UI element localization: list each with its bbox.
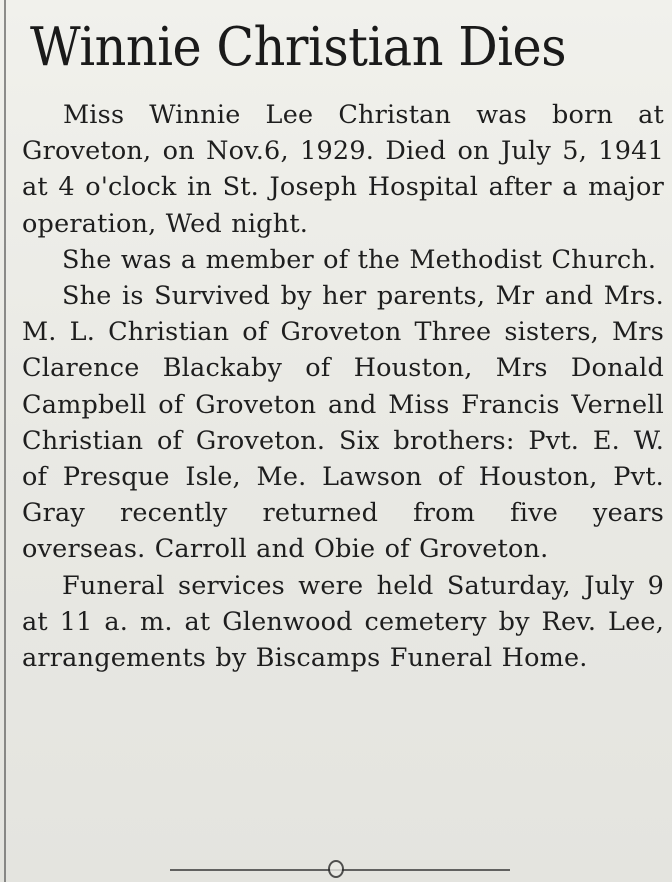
end-rule-ornament <box>328 860 344 878</box>
paragraph-survivors: She is Survived by her parents, Mr and Mrs. M. L. Christian of Groveton Three sisters, Mrs Clarence Blackaby of Houston, Mrs Donald Campbell of Groveton and Miss Francis Vernell Christian of Groveton. Six brothers: Pvt. E. W. of Presque Isle, Me. Lawson of Houston, Pvt. Gray recently returned from five years overseas. Carroll and Obie of Groveton. <box>22 281 664 565</box>
paragraph-birth-death: Miss Winnie Lee Christan was born at Groveton, on Nov.6, 1929. Died on July 5, 1941 at 4 o'clock in St. Joseph Hospital after a major operation, Wed night. <box>22 100 664 239</box>
paragraph-funeral: Funeral services were held Saturday, July 9 at 11 a. m. at Glenwood cemetery by Rev. Lee, arrangements by Biscamps Funeral Home. <box>22 570 664 674</box>
paragraph-church: She was a member of the Methodist Church. <box>62 244 657 275</box>
article-headline: Winnie Christian Dies <box>30 17 567 78</box>
article-body <box>22 97 664 676</box>
column-rule <box>4 0 6 882</box>
